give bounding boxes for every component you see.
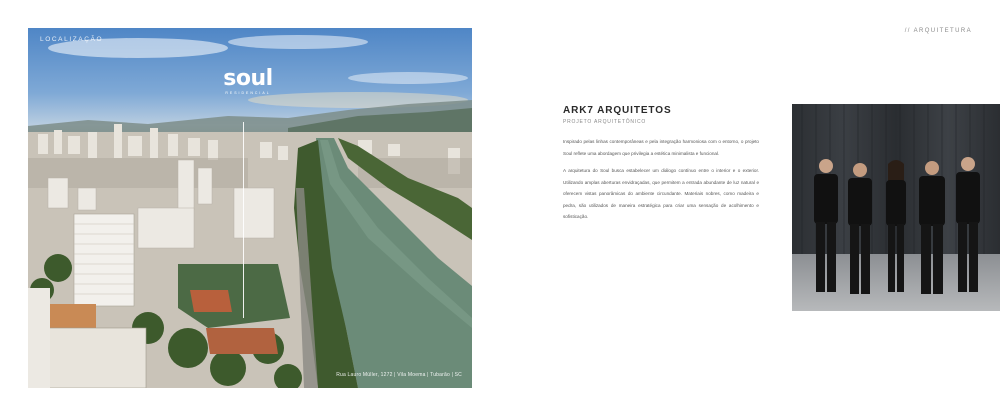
section-label-location: LOCALIZAÇÃO: [40, 36, 104, 43]
logo-word: soul: [223, 66, 273, 91]
location-pin-line: [243, 122, 244, 318]
logo-subtitle: RESIDENCIAL: [225, 91, 271, 95]
paragraph: Inspirado pelas linhas contemporâneas e pela integração harmoniosa com o entorno, o projeto Soul reflete uma abordagem que privilegia a estética minimalista e funcional.: [563, 139, 759, 156]
person-figure: [886, 160, 906, 292]
architect-subtitle: PROJETO ARQUITETÔNICO: [563, 119, 647, 125]
team-photo: [792, 104, 1000, 311]
team-figures: [792, 104, 1000, 311]
architecture-description: [563, 136, 759, 229]
person-figure: [956, 157, 980, 292]
paragraph: A arquitetura do Soul busca estabelecer um diálogo contínuo entre o interior e o exterior. Utilizando amplas aberturas envidraçadas, que permitem a entrada abundante de luz natural e oferecem vistas panorâmicas do ambiente circundante. Materiais nobres, como madeira e pedra, são utilizados de maneira estratégica para criar uma sensação de acolhimento e sofisticação.: [563, 168, 759, 219]
brand-logo: [218, 68, 278, 95]
person-figure: [814, 159, 838, 292]
person-figure: [919, 161, 945, 294]
address-caption: Rua Lauro Müller, 1272 | Vila Moema | Tubarão | SC: [336, 372, 462, 378]
aerial-city-photo: [28, 28, 472, 388]
architect-title: ARK7 ARQUITETOS: [563, 105, 672, 116]
person-figure: [848, 163, 872, 294]
section-label-architecture: // ARQUITETURA: [904, 28, 972, 34]
